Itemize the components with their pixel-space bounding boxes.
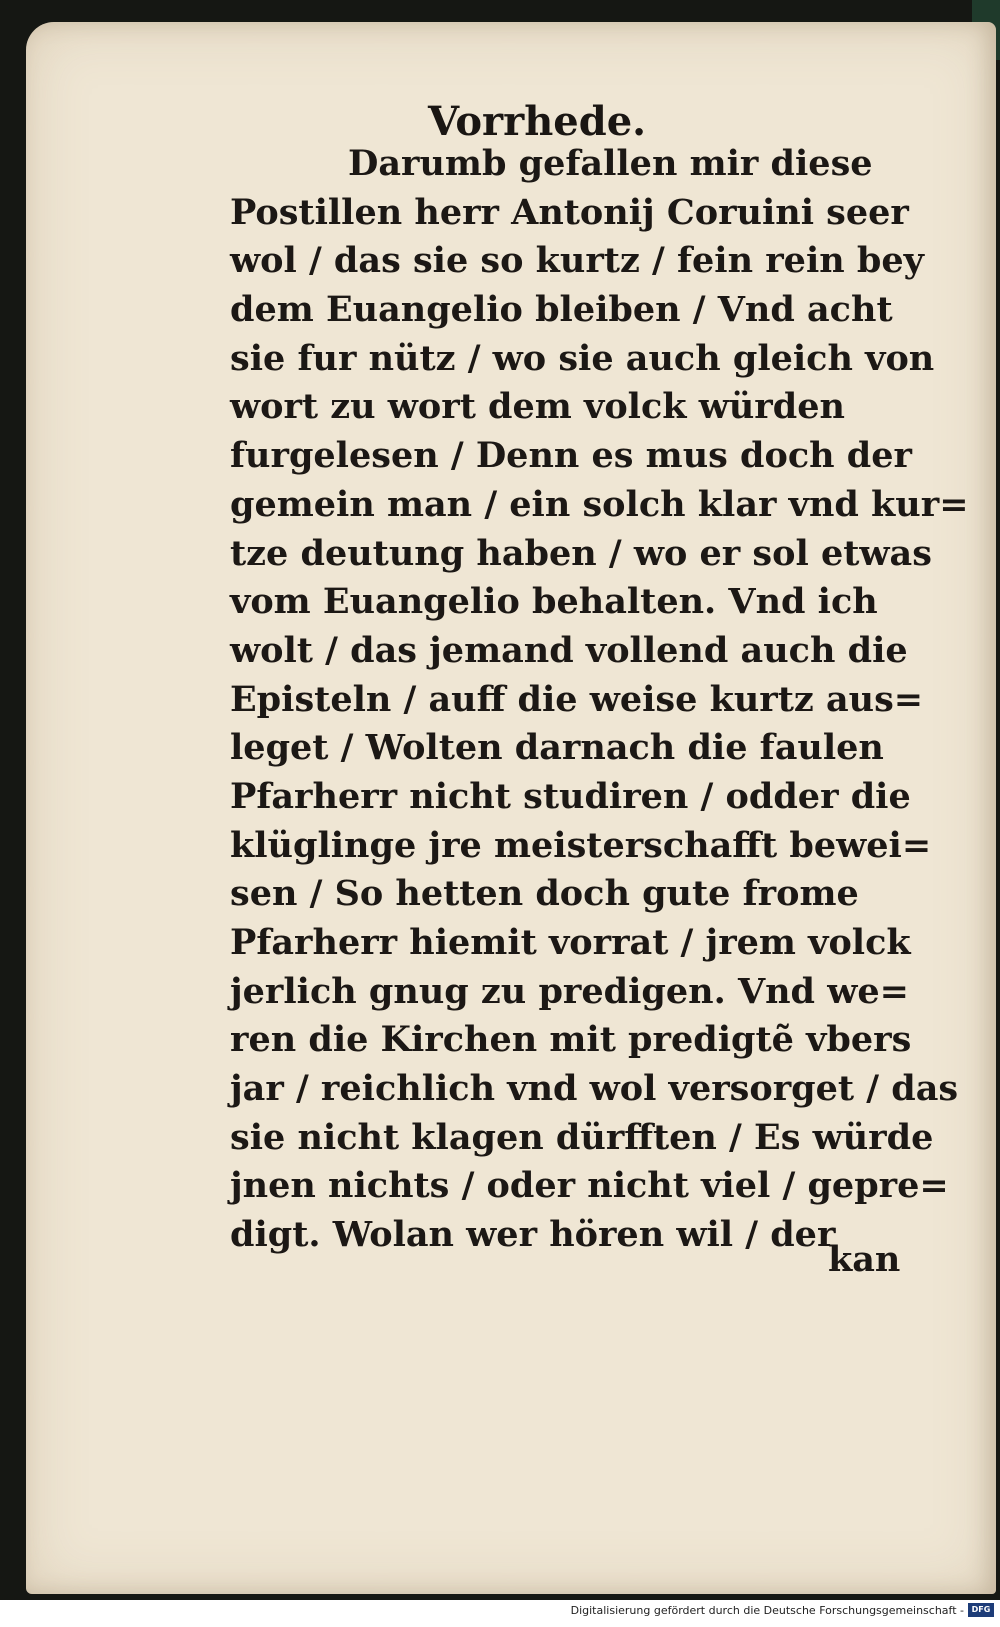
text-line: jerlich gnug zu predigen. Vnd we=	[230, 970, 909, 1012]
body-text	[230, 140, 969, 1260]
text-line: Postillen herr Antonij Coruini seer	[230, 191, 909, 233]
text-line: klüglinge jre meisterschafft bewei=	[230, 824, 932, 866]
text-line: jnen nichts / oder nicht viel / gepre=	[230, 1165, 949, 1207]
page-heading: Vorrhede.	[428, 98, 647, 145]
text-line: vom Euangelio behalten. Vnd ich	[230, 581, 878, 623]
text-line: wort zu wort dem volck würden	[230, 386, 845, 428]
text-line: gemein man / ein solch klar vnd kur=	[230, 483, 969, 525]
text-line: dem Euangelio bleiben / Vnd acht	[230, 289, 893, 331]
text-line: tze deutung haben / wo er sol etwas	[230, 532, 932, 574]
footer-bar	[0, 1600, 1000, 1627]
text-line: ren die Kirchen mit predigtẽ vbers	[230, 1019, 912, 1061]
text-line: sie nicht klagen dürfften / Es würde	[230, 1116, 934, 1158]
catchword: kan	[828, 1239, 901, 1280]
text-line: digt. Wolan wer hören wil / der	[230, 1214, 836, 1256]
dfg-logo-icon: DFG	[968, 1603, 994, 1617]
text-line: Episteln / auff die weise kurtz aus=	[230, 678, 924, 720]
text-line: leget / Wolten darnach die faulen	[230, 727, 884, 769]
text-line: jar / reichlich vnd wol versorget / das	[230, 1068, 959, 1110]
text-line: sie fur nütz / wo sie auch gleich von	[230, 337, 935, 379]
text-line: Pfarherr nicht studiren / odder die	[230, 775, 911, 817]
text-line: wol / das sie so kurtz / fein rein bey	[230, 240, 924, 282]
text-line: furgelesen / Denn es mus doch der	[230, 435, 912, 477]
text-line: Pfarherr hiemit vorrat / jrem volck	[230, 922, 911, 963]
text-line: wolt / das jemand vollend auch die	[230, 629, 908, 671]
text-line: sen / So hetten doch gute frome	[230, 873, 859, 915]
text-line: Darumb gefallen mir diese	[348, 143, 873, 184]
funding-credit: Digitalisierung gefördert durch die Deutsche Forschungsgemeinschaft -	[570, 1604, 964, 1617]
